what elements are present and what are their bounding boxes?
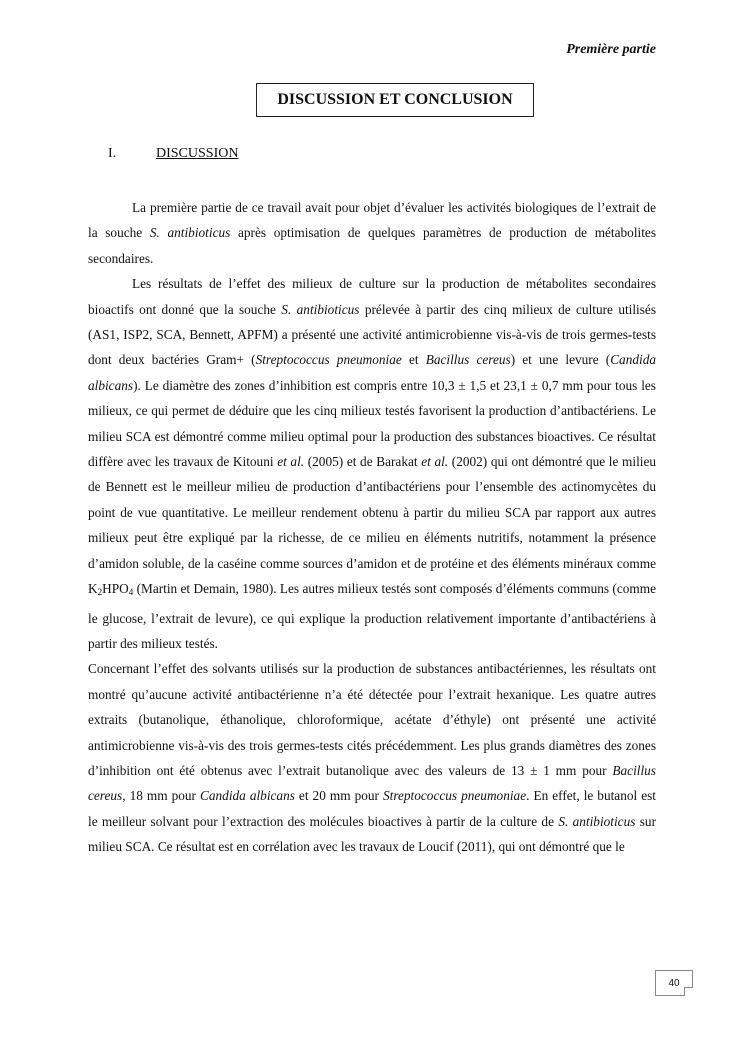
species-name: Bacillus cereus <box>425 352 511 368</box>
page-number: 40 <box>655 970 693 996</box>
text-segment: prélevée à partir des cinq milieux de culture utilisés (AS1, ISP2, SCA, Bennett, APFM) a présenté une activité antimicrobienne vis-à-vis de trois germes-tests dont deux bactéries Gram+ ( <box>88 301 657 368</box>
text-segment: Les résultats de l’effet des milieux de culture sur la production de métabolites secondaires bioactifs ont donné que la souche <box>88 276 656 317</box>
text-segment: La première partie de ce travail avait pour objet d’évaluer les activités biologiques de l’extrait de la souche <box>88 200 656 241</box>
species-name: S. antibioticus <box>149 225 231 241</box>
section-heading <box>108 146 238 162</box>
species-name: S. antibioticus <box>558 813 636 829</box>
species-name: S. antibioticus <box>281 301 360 317</box>
subscript: 4 <box>128 587 134 598</box>
section-label: DISCUSSION <box>156 146 239 161</box>
text-segment: (Martin et Demain, 1980). Les autres milieux testés sont composés d’éléments communs (comme le glucose, l’extrait de levure), ce qui explique la production relativement importante d’antibactériens à partir des milieux testés. <box>88 581 656 651</box>
text-segment: . En effet, le butanol est le meilleur solvant pour l’extraction des molécules bioactives à partir de la culture de <box>88 788 656 829</box>
species-name: Streptococcus pneumoniae <box>255 352 402 368</box>
page-title: DISCUSSION ET CONCLUSION <box>256 83 534 117</box>
text-segment: sur milieu SCA. Ce résultat est en corrélation avec les travaux de Loucif (2011), qui ont démontré que le <box>88 813 657 855</box>
text-segment: Concernant l’effet des solvants utilisés sur la production de substances antibactériennes, les résultats ont montré qu’aucune activité antibactérienne n’a été détectée pour l’extrait hexanique. Les quatre autres extraits (butanolique, éthanolique, chloroformique, acétate d’éthyle) ont présenté une activité antimicrobienne vis-à-vis des trois germes-tests cités précédemment. Les plus grands diamètres des zones d’inhibition ont été obtenus avec l’extrait butanolique avec des valeurs de 13 ± 1 mm pour <box>88 661 656 778</box>
text-segment: (2002) qui ont démontré que le milieu de Bennett est le meilleur milieu de production d’antibactériens pour l’ensemble des actinomycètes du point de vue quantitative. Le meilleur rendement obtenu à partir du milieu SCA par rapport aux autres milieux peut être expliqué par la richesse, de ce milieu en éléments nutritifs, notamment la présence d’amidon soluble, de la caséine comme sources d’amidon et de protéine et des éléments minéraux comme K <box>88 454 657 597</box>
text-segment: (2005) et de Barakat <box>307 454 418 470</box>
text-segment: et 20 mm pour <box>298 788 379 804</box>
species-name: Streptococcus pneumoniae <box>382 788 527 804</box>
text-segment: HPO <box>102 581 129 597</box>
body-text <box>88 195 656 860</box>
species-name: Candida albicans <box>200 788 295 804</box>
text-segment: ). Le diamètre des zones d’inhibition est compris entre 10,3 ± 1,5 et 23,1 ± 0,7 mm pour tous les milieux, ce qui permet de déduire que les cinq milieux testés favorisent la production d’antibactériens. Le milieu SCA est démontré comme milieu optimal pour la production des substances bioactives. Ce résultat diffère avec les travaux de Kitouni <box>88 377 656 470</box>
paragraph-3 <box>88 656 656 859</box>
text-segment: , 18 mm pour <box>122 788 196 804</box>
text-segment: après optimisation de quelques paramètres de production de métabolites secondaires. <box>88 225 656 266</box>
text-segment: et <box>408 352 419 368</box>
section-number: I. <box>108 146 117 161</box>
paragraph-1 <box>88 195 656 271</box>
species-name: Candida albicans <box>88 352 656 393</box>
species-name: Bacillus cereus <box>88 762 656 804</box>
citation-etal: et al. <box>277 454 305 470</box>
citation-etal: et al. <box>421 454 449 470</box>
part-label: Première partie <box>566 42 656 57</box>
text-segment: ) et une levure ( <box>510 352 611 368</box>
paragraph-2 <box>88 271 656 656</box>
subscript: 2 <box>97 587 103 598</box>
